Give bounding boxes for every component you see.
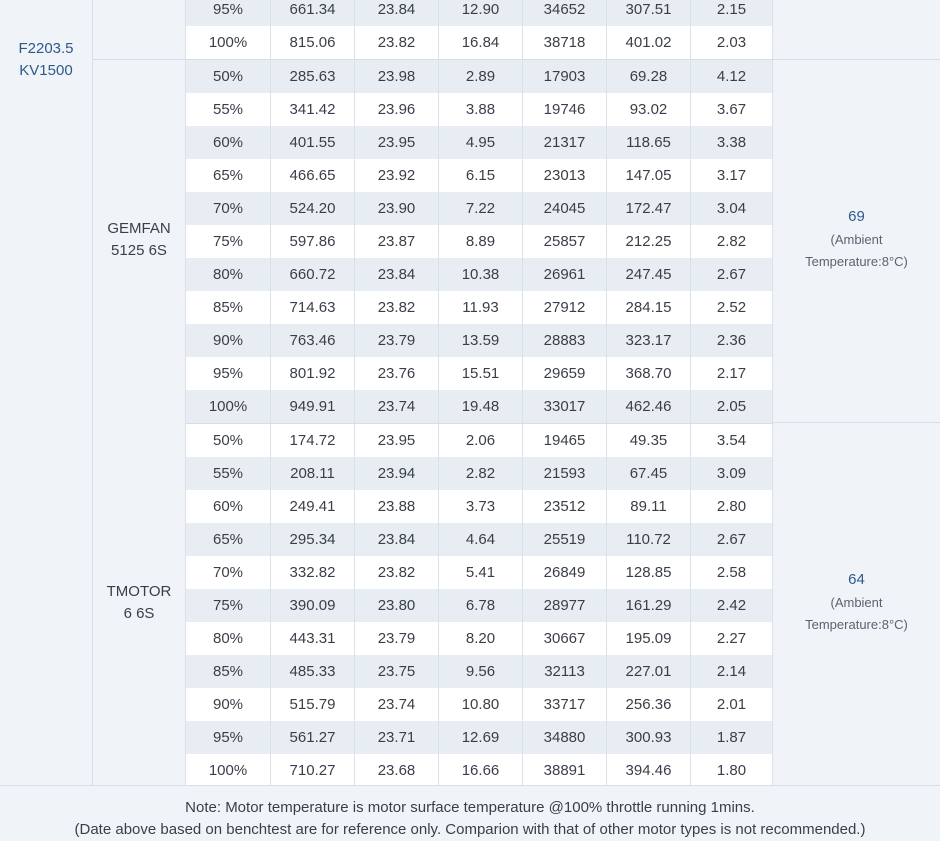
- table-cell: 15.51: [438, 357, 522, 390]
- table-cell: 295.34: [270, 523, 354, 556]
- table-cell: 212.25: [606, 225, 690, 258]
- table-cell: 763.46: [270, 324, 354, 357]
- table-cell: 90%: [185, 324, 270, 357]
- temperature-value: 64: [848, 571, 865, 588]
- table-cell: 95%: [185, 0, 270, 26]
- table-cell: 23.95: [354, 126, 438, 159]
- table-row: [185, 258, 773, 291]
- table-cell: 23.84: [354, 0, 438, 26]
- table-cell: 23.92: [354, 159, 438, 192]
- table-cell: 2.03: [690, 26, 773, 59]
- table-cell: 256.36: [606, 688, 690, 721]
- table-row: [185, 324, 773, 357]
- table-cell: 2.80: [690, 490, 773, 523]
- temperature-value: 69: [848, 208, 865, 225]
- propeller-label-tmotor: [93, 581, 185, 625]
- motor-kv-line: KV1500: [19, 62, 73, 79]
- table-cell: 3.67: [690, 93, 773, 126]
- table-cell: 19746: [522, 93, 606, 126]
- table-cell: 2.67: [690, 523, 773, 556]
- table-cell: 34652: [522, 0, 606, 26]
- table-cell: 12.90: [438, 0, 522, 26]
- table-cell: 2.58: [690, 556, 773, 589]
- table-row: [185, 523, 773, 556]
- footer-note-line2: (Date above based on benchtest are for reference only. Comparion with that of other motor types is not recommended.): [74, 821, 866, 838]
- table-cell: 6.78: [438, 589, 522, 622]
- table-cell: 174.72: [270, 424, 354, 457]
- table-row: [185, 159, 773, 192]
- ambient-note-line1: (Ambient: [830, 232, 883, 247]
- table-cell: 815.06: [270, 26, 354, 59]
- table-cell: 3.54: [690, 424, 773, 457]
- table-cell: 2.27: [690, 622, 773, 655]
- footer-note: [0, 785, 940, 840]
- table-cell: 23.96: [354, 93, 438, 126]
- table-cell: 95%: [185, 721, 270, 754]
- table-cell: 2.14: [690, 655, 773, 688]
- table-cell: 89.11: [606, 490, 690, 523]
- table-cell: 5.41: [438, 556, 522, 589]
- table-cell: 85%: [185, 655, 270, 688]
- table-cell: 10.80: [438, 688, 522, 721]
- table-cell: 401.55: [270, 126, 354, 159]
- propeller-group-1: [93, 0, 185, 60]
- table-cell: 28883: [522, 324, 606, 357]
- table-cell: 2.52: [690, 291, 773, 324]
- table-cell: 332.82: [270, 556, 354, 589]
- table-cell: 29659: [522, 357, 606, 390]
- table-cell: 4.95: [438, 126, 522, 159]
- table-cell: 23.88: [354, 490, 438, 523]
- temperature-column: [773, 0, 940, 785]
- table-row: [185, 126, 773, 159]
- table-cell: 100%: [185, 754, 270, 787]
- table-cell: 714.63: [270, 291, 354, 324]
- propeller-label-gemfan: [93, 218, 185, 262]
- table-cell: 50%: [185, 424, 270, 457]
- table-cell: 466.65: [270, 159, 354, 192]
- table-cell: 147.05: [606, 159, 690, 192]
- table-cell: 2.82: [690, 225, 773, 258]
- table-cell: 300.93: [606, 721, 690, 754]
- table-cell: 4.64: [438, 523, 522, 556]
- table-cell: 285.63: [270, 60, 354, 93]
- table-cell: 67.45: [606, 457, 690, 490]
- table-cell: 34880: [522, 721, 606, 754]
- table-cell: 49.35: [606, 424, 690, 457]
- table-cell: 50%: [185, 60, 270, 93]
- table-cell: 23.80: [354, 589, 438, 622]
- table-cell: 23.74: [354, 390, 438, 423]
- table-cell: 23.95: [354, 424, 438, 457]
- table-cell: 597.86: [270, 225, 354, 258]
- table-cell: 23.90: [354, 192, 438, 225]
- table-row: [185, 721, 773, 754]
- table-cell: 26961: [522, 258, 606, 291]
- table-cell: 23.74: [354, 688, 438, 721]
- table-cell: 2.17: [690, 357, 773, 390]
- table-cell: 69.28: [606, 60, 690, 93]
- table-cell: 23.68: [354, 754, 438, 787]
- table-cell: 485.33: [270, 655, 354, 688]
- table-cell: 524.20: [270, 192, 354, 225]
- table-cell: 12.69: [438, 721, 522, 754]
- table-cell: 4.12: [690, 60, 773, 93]
- measurement-grid: [185, 0, 773, 787]
- ambient-note-line2: Temperature:8°C): [805, 617, 908, 632]
- temperature-group-gemfan: [773, 60, 940, 423]
- table-cell: 660.72: [270, 258, 354, 291]
- table-cell: 70%: [185, 192, 270, 225]
- table-cell: 85%: [185, 291, 270, 324]
- table-cell: 515.79: [270, 688, 354, 721]
- table-cell: 25857: [522, 225, 606, 258]
- table-cell: 13.59: [438, 324, 522, 357]
- table-cell: 23.71: [354, 721, 438, 754]
- table-cell: 561.27: [270, 721, 354, 754]
- table-cell: 28977: [522, 589, 606, 622]
- table-row: [185, 754, 773, 787]
- propeller-group-tmotor: [93, 423, 185, 785]
- table-cell: 23.84: [354, 523, 438, 556]
- table-cell: 3.38: [690, 126, 773, 159]
- propeller-column: [93, 0, 185, 785]
- table-cell: 23.82: [354, 556, 438, 589]
- table-cell: 2.06: [438, 424, 522, 457]
- table-cell: 11.93: [438, 291, 522, 324]
- table-cell: 2.82: [438, 457, 522, 490]
- table-cell: 801.92: [270, 357, 354, 390]
- propeller-group-gemfan: [93, 59, 185, 424]
- table-cell: 2.89: [438, 60, 522, 93]
- table-cell: 8.89: [438, 225, 522, 258]
- table-cell: 21317: [522, 126, 606, 159]
- table-row: [185, 93, 773, 126]
- table-cell: 7.22: [438, 192, 522, 225]
- table-row: [185, 192, 773, 225]
- motor-model-label: [0, 38, 92, 82]
- table-cell: 227.01: [606, 655, 690, 688]
- propeller-name: GEMFAN: [107, 220, 171, 237]
- table-cell: 247.45: [606, 258, 690, 291]
- table-cell: 9.56: [438, 655, 522, 688]
- table-cell: 16.84: [438, 26, 522, 59]
- table-row: [185, 424, 773, 457]
- table-cell: 75%: [185, 589, 270, 622]
- table-cell: 195.09: [606, 622, 690, 655]
- table-row: [185, 0, 773, 26]
- propeller-name: TMOTOR: [106, 583, 172, 600]
- table-cell: 23.79: [354, 324, 438, 357]
- table-row: [185, 490, 773, 523]
- table-cell: 27912: [522, 291, 606, 324]
- table-cell: 3.88: [438, 93, 522, 126]
- table-cell: 23512: [522, 490, 606, 523]
- footer-note-line1: Note: Motor temperature is motor surface temperature @100% throttle running 1mins.: [185, 799, 755, 816]
- table-cell: 3.09: [690, 457, 773, 490]
- table-cell: 2.15: [690, 0, 773, 26]
- temperature-group-tmotor: [773, 423, 940, 785]
- table-cell: 24045: [522, 192, 606, 225]
- table-cell: 8.20: [438, 622, 522, 655]
- table-cell: 6.15: [438, 159, 522, 192]
- table-cell: 33017: [522, 390, 606, 423]
- table-cell: 60%: [185, 126, 270, 159]
- table-cell: 100%: [185, 26, 270, 59]
- table-cell: 38718: [522, 26, 606, 59]
- table-cell: 65%: [185, 523, 270, 556]
- table-cell: 284.15: [606, 291, 690, 324]
- table-cell: 80%: [185, 622, 270, 655]
- table-cell: 462.46: [606, 390, 690, 423]
- motor-model-line1: F2203.5: [18, 40, 74, 57]
- table-cell: 3.17: [690, 159, 773, 192]
- table-cell: 23013: [522, 159, 606, 192]
- table-cell: 38891: [522, 754, 606, 787]
- table-cell: 55%: [185, 93, 270, 126]
- table-cell: 1.87: [690, 721, 773, 754]
- table-cell: 161.29: [606, 589, 690, 622]
- table-cell: 93.02: [606, 93, 690, 126]
- propeller-spec: 5125 6S: [111, 242, 167, 259]
- table-cell: 3.73: [438, 490, 522, 523]
- table-cell: 55%: [185, 457, 270, 490]
- table-cell: 23.87: [354, 225, 438, 258]
- table-cell: 23.82: [354, 26, 438, 59]
- table-row: [185, 291, 773, 324]
- table-cell: 21593: [522, 457, 606, 490]
- table-cell: 307.51: [606, 0, 690, 26]
- table-cell: 443.31: [270, 622, 354, 655]
- table-cell: 394.46: [606, 754, 690, 787]
- table-row: [185, 357, 773, 390]
- table-cell: 128.85: [606, 556, 690, 589]
- table-row: [185, 457, 773, 490]
- table-cell: 1.80: [690, 754, 773, 787]
- table-row: [185, 556, 773, 589]
- table-cell: 23.84: [354, 258, 438, 291]
- table-cell: 2.67: [690, 258, 773, 291]
- table-cell: 2.05: [690, 390, 773, 423]
- table-cell: 19465: [522, 424, 606, 457]
- table-row: [185, 589, 773, 622]
- table-cell: 3.04: [690, 192, 773, 225]
- motor-column: [0, 0, 93, 785]
- table-cell: 390.09: [270, 589, 354, 622]
- table-cell: 23.82: [354, 291, 438, 324]
- table-cell: 341.42: [270, 93, 354, 126]
- table-cell: 60%: [185, 490, 270, 523]
- table-cell: 26849: [522, 556, 606, 589]
- table-cell: 30667: [522, 622, 606, 655]
- table-cell: 208.11: [270, 457, 354, 490]
- table-cell: 110.72: [606, 523, 690, 556]
- table-cell: 75%: [185, 225, 270, 258]
- table-cell: 401.02: [606, 26, 690, 59]
- table-row: [185, 655, 773, 688]
- table-cell: 23.98: [354, 60, 438, 93]
- table-cell: 25519: [522, 523, 606, 556]
- table-cell: 23.75: [354, 655, 438, 688]
- table-cell: 172.47: [606, 192, 690, 225]
- propeller-spec: 6 6S: [123, 605, 155, 622]
- temperature-group-1: [773, 0, 940, 60]
- table-cell: 368.70: [606, 357, 690, 390]
- table-cell: 10.38: [438, 258, 522, 291]
- table-row: [185, 60, 773, 93]
- table-cell: 949.91: [270, 390, 354, 423]
- table-cell: 2.01: [690, 688, 773, 721]
- table-row: [185, 225, 773, 258]
- table-row: [185, 622, 773, 655]
- ambient-note-line2: Temperature:8°C): [805, 254, 908, 269]
- table-cell: 23.76: [354, 357, 438, 390]
- table-cell: 661.34: [270, 0, 354, 26]
- table-row: [185, 688, 773, 721]
- table-row: [185, 390, 773, 423]
- table-cell: 23.79: [354, 622, 438, 655]
- table-cell: 23.94: [354, 457, 438, 490]
- table-cell: 249.41: [270, 490, 354, 523]
- table-cell: 2.36: [690, 324, 773, 357]
- table-row: [185, 26, 773, 59]
- ambient-note-line1: (Ambient: [830, 595, 883, 610]
- table-cell: 80%: [185, 258, 270, 291]
- table-cell: 100%: [185, 390, 270, 423]
- table-cell: 95%: [185, 357, 270, 390]
- table-cell: 17903: [522, 60, 606, 93]
- table-cell: 90%: [185, 688, 270, 721]
- table-cell: 65%: [185, 159, 270, 192]
- table-cell: 710.27: [270, 754, 354, 787]
- table-cell: 32113: [522, 655, 606, 688]
- table-cell: 19.48: [438, 390, 522, 423]
- table-cell: 16.66: [438, 754, 522, 787]
- table-cell: 70%: [185, 556, 270, 589]
- table-cell: 33717: [522, 688, 606, 721]
- table-cell: 323.17: [606, 324, 690, 357]
- table-cell: 118.65: [606, 126, 690, 159]
- table-cell: 2.42: [690, 589, 773, 622]
